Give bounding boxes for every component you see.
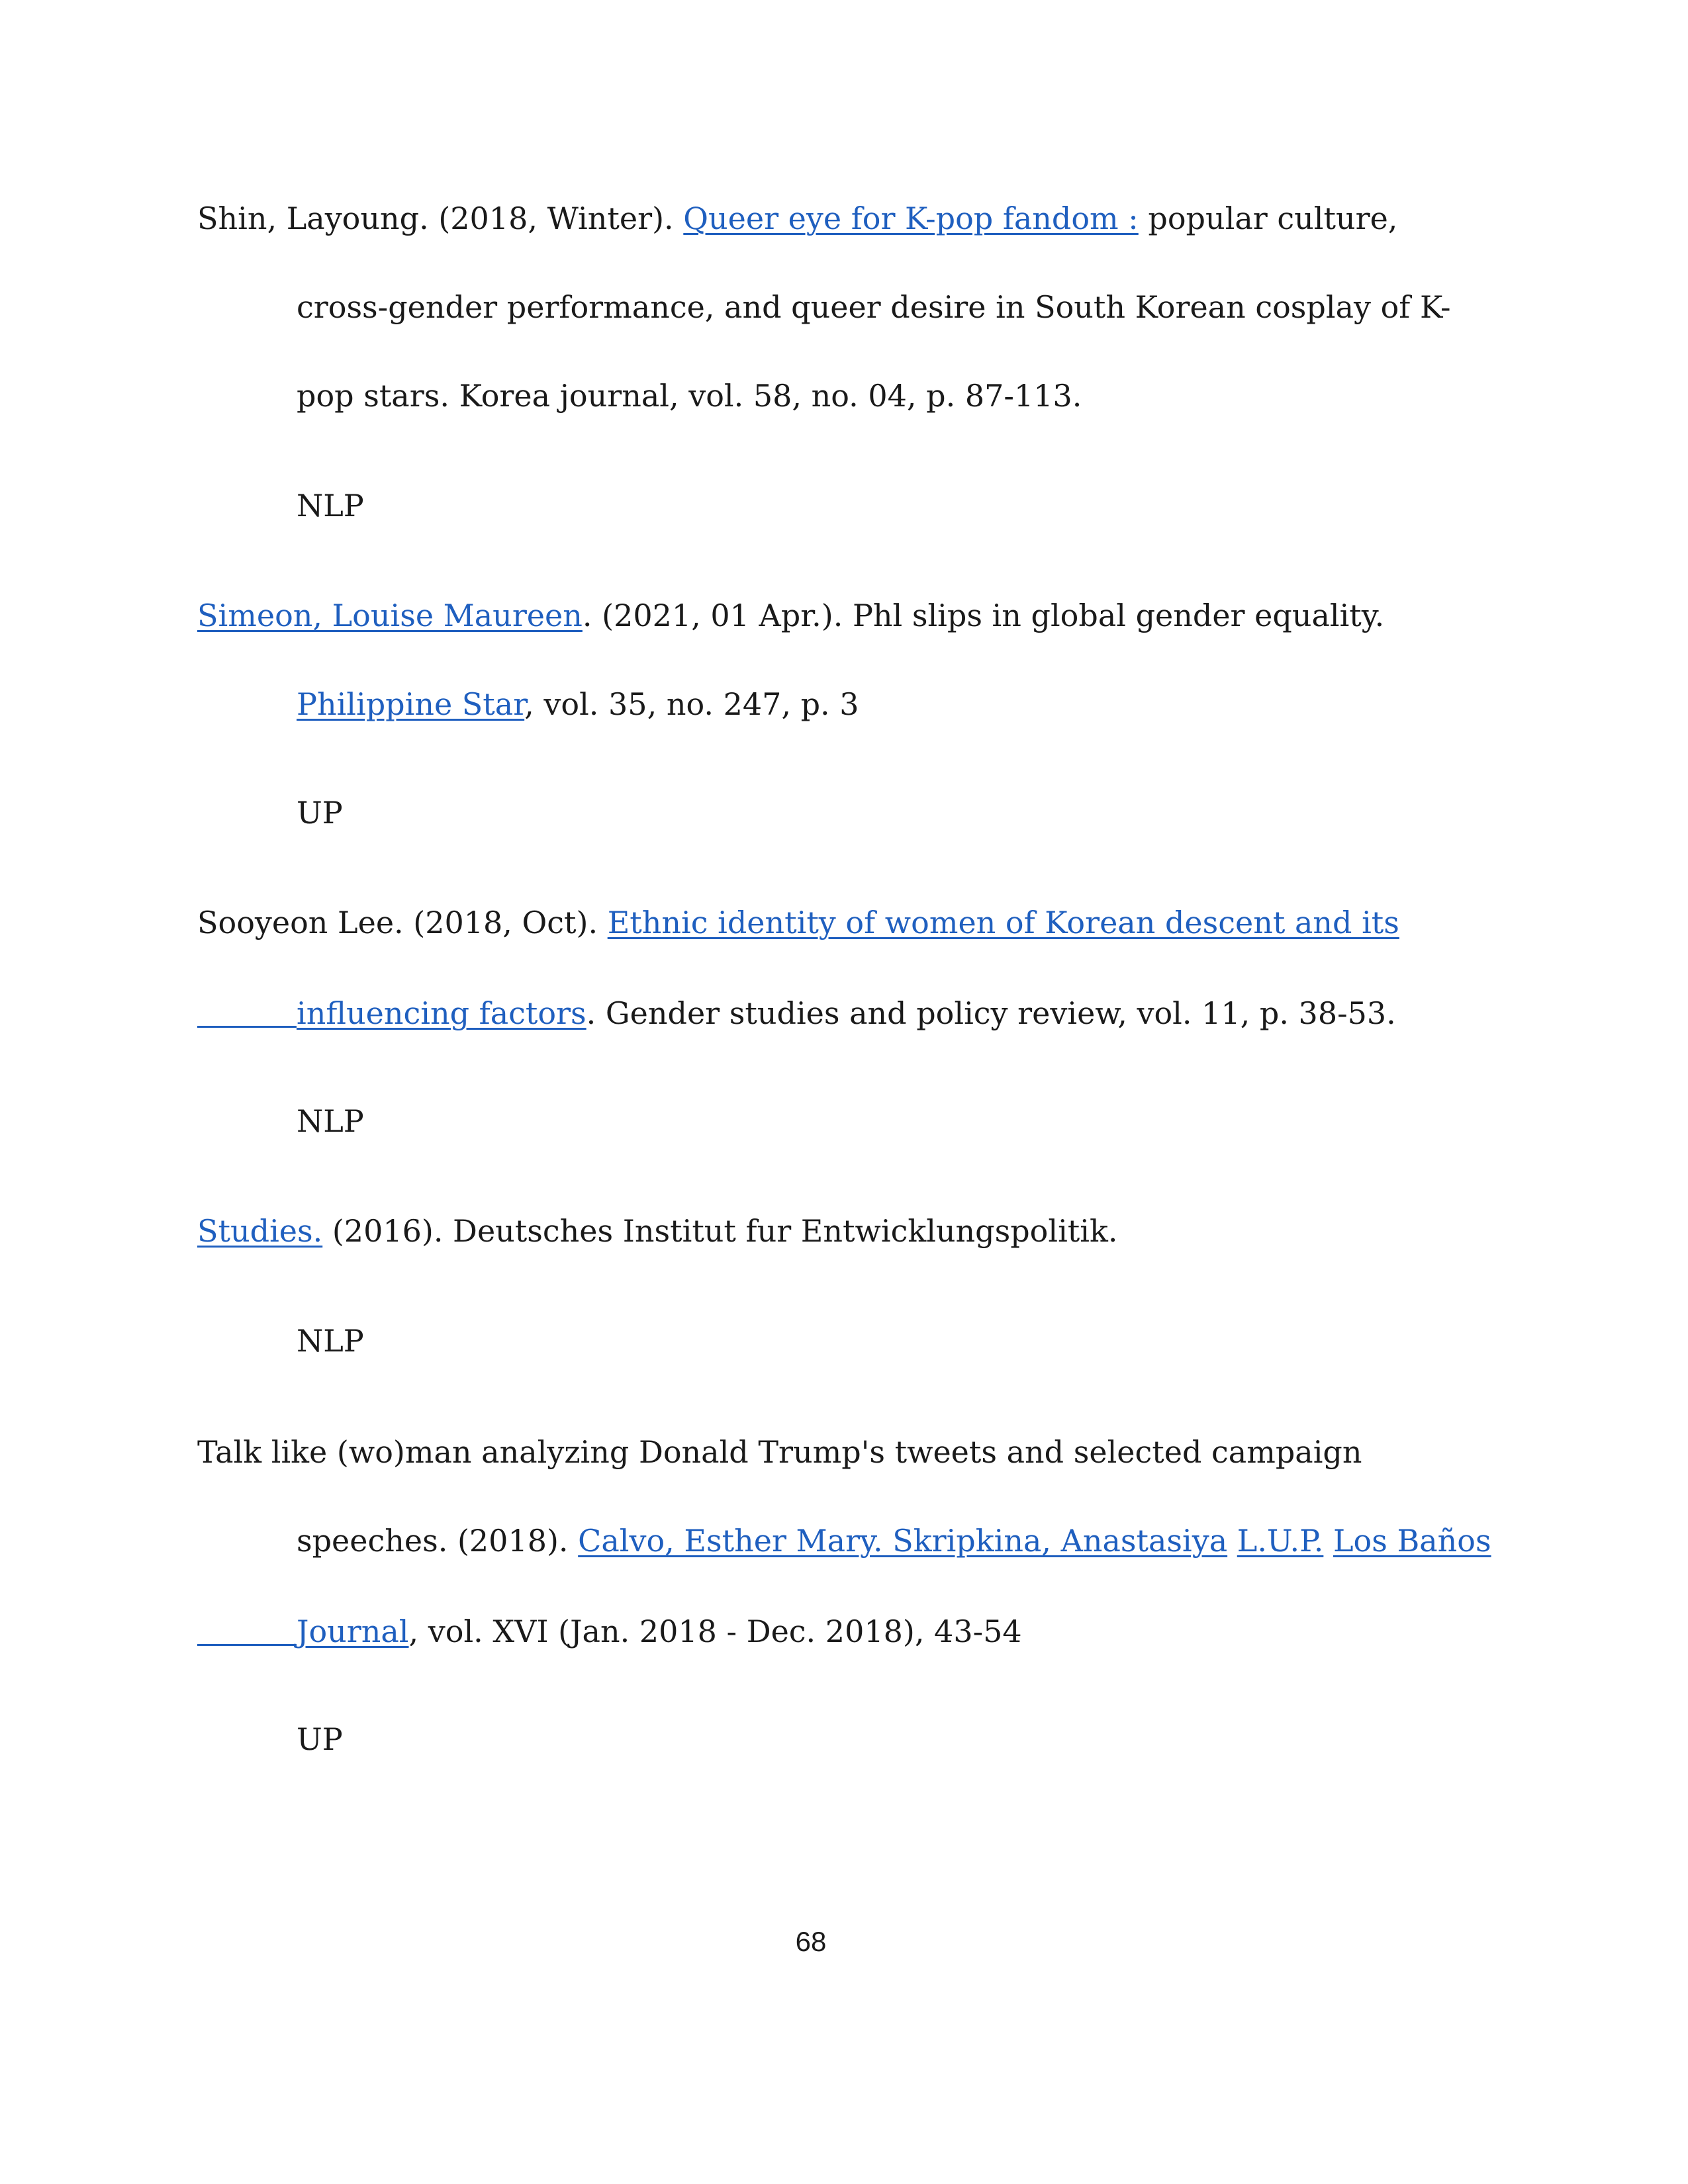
entry-3-line-2 <box>197 991 1396 1033</box>
entry-1-library: NLP <box>297 488 364 523</box>
entry-5-line-3 <box>197 1610 1022 1651</box>
page-number: 68 <box>795 1926 827 1957</box>
entry-5-volume: , vol. XVI (Jan. 2018 - Dec. 2018), 43-54 <box>408 1614 1022 1649</box>
entry-3-source: . Gender studies and policy review, vol. 11, p. 38-53. <box>586 995 1396 1031</box>
entry-1-author-date: Shin, Layoung. (2018, Winter). <box>197 201 684 236</box>
entry-4-library: NLP <box>297 1323 364 1359</box>
entry-2-title: . (2021, 01 Apr.). Phl slips in global gender equality. <box>582 598 1385 633</box>
entry-2-line-1 <box>197 596 1384 635</box>
entry-5-link-indent <box>197 1614 297 1646</box>
entry-3-title-link-cont[interactable]: influencing factors <box>297 995 586 1031</box>
entry-4-title-link[interactable]: Studies. <box>197 1213 323 1249</box>
entry-2-source-link[interactable]: Philippine Star <box>297 686 525 722</box>
entry-1-line-1 <box>197 199 1397 238</box>
entry-5-publisher-link[interactable]: L.U.P. <box>1237 1523 1324 1559</box>
entry-5-title-cont: speeches. (2018). <box>297 1523 579 1559</box>
entry-4-publisher: (2016). Deutsches Institut fur Entwicklungspolitik. <box>322 1213 1118 1249</box>
entry-2-volume: , vol. 35, no. 247, p. 3 <box>524 686 859 722</box>
entry-3-title-link[interactable]: Ethnic identity of women of Korean descent and its <box>607 905 1399 940</box>
entry-1-title-link[interactable]: Queer eye for K-pop fandom : <box>683 201 1139 236</box>
entry-2-author-link[interactable]: Simeon, Louise Maureen <box>197 598 583 633</box>
entry-2-line-2 <box>297 684 859 724</box>
entry-3-author-date: Sooyeon Lee. (2018, Oct). <box>197 905 608 940</box>
entry-3-line-1 <box>197 903 1399 942</box>
entry-2-library: UP <box>297 795 343 831</box>
entry-1-title-rest: popular culture, <box>1138 201 1398 236</box>
entry-3-link-indent <box>197 995 297 1028</box>
entry-1-line-3: pop stars. Korea journal, vol. 58, no. 04, p. 87-113. <box>297 378 1082 414</box>
entry-5-journal-link-cont[interactable]: Journal <box>297 1614 409 1649</box>
entry-5-line-2 <box>297 1521 1491 1561</box>
entry-5-line-1: Talk like (wo)man analyzing Donald Trump's tweets and selected campaign <box>197 1434 1362 1470</box>
entry-1-line-2: cross-gender performance, and queer desire in South Korean cosplay of K- <box>297 289 1451 325</box>
entry-5-journal-link[interactable]: Los Baños <box>1333 1523 1491 1559</box>
entry-3-library: NLP <box>297 1103 364 1139</box>
entry-4-line-1 <box>197 1211 1118 1251</box>
entry-5-authors-link[interactable]: Calvo, Esther Mary. Skripkina, Anastasiya <box>578 1523 1228 1559</box>
entry-5-library: UP <box>297 1721 343 1757</box>
